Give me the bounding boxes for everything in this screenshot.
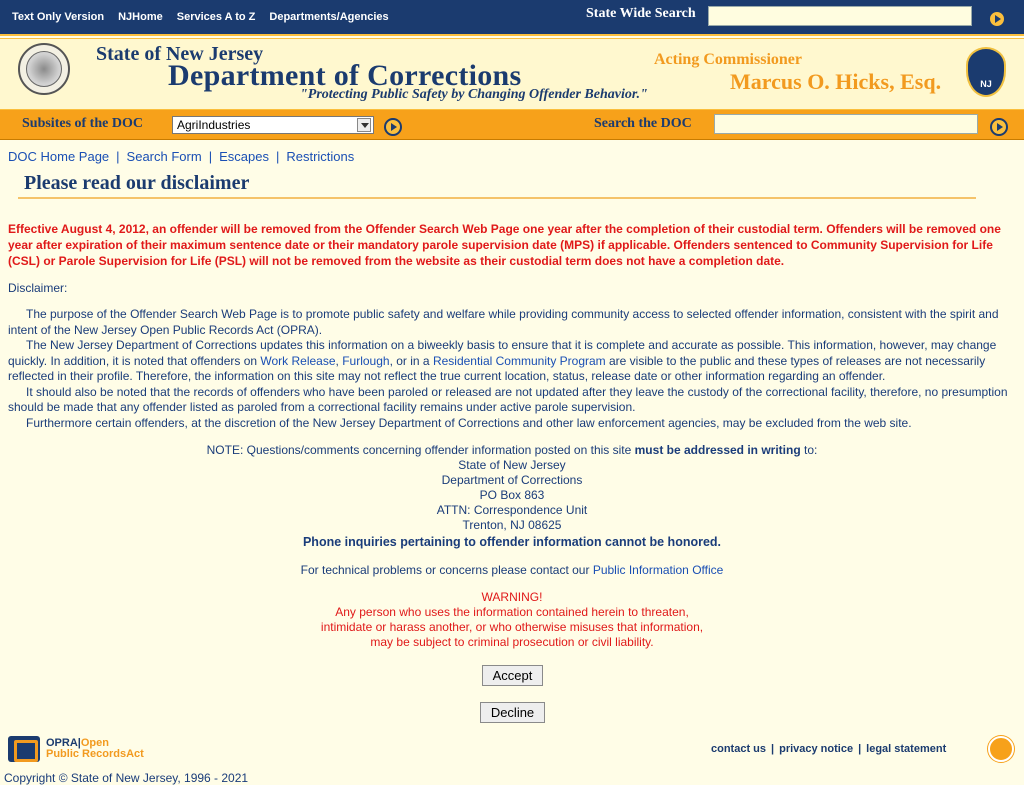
subsites-label: Subsites of the DOC xyxy=(22,116,143,131)
search-doc-go-icon[interactable] xyxy=(990,118,1008,136)
note-text xyxy=(0,443,1024,457)
subsites-select[interactable] xyxy=(172,116,374,134)
mailing-address xyxy=(0,458,1024,533)
doc-home-link[interactable]: DOC Home Page xyxy=(8,149,110,164)
address-line: PO Box 863 xyxy=(479,488,545,502)
opra-icon xyxy=(8,736,40,762)
banner-department: Department of Corrections xyxy=(168,59,522,92)
address-line: ATTN: Correspondence Unit xyxy=(436,503,588,517)
subsites-selected-value: AgriIndustries xyxy=(177,118,251,132)
address-line: Department of Corrections xyxy=(441,473,583,487)
accept-button[interactable]: Accept xyxy=(482,665,543,686)
statewide-search-input[interactable] xyxy=(708,6,972,26)
escapes-link[interactable]: Escapes xyxy=(219,149,269,164)
subsites-bar xyxy=(0,110,1024,140)
note-emphasis: must be addressed in writing xyxy=(634,443,801,457)
note-prefix: NOTE: Questions/comments concerning offender information posted on this site xyxy=(206,443,635,457)
text-only-link[interactable]: Text Only Version xyxy=(12,11,105,23)
footer-links xyxy=(711,743,946,755)
subsites-go-icon[interactable] xyxy=(384,118,402,136)
departments-agencies-link[interactable]: Departments/Agencies xyxy=(269,11,389,23)
statewide-search-go-icon[interactable] xyxy=(988,10,1006,28)
breadcrumb-separator: | xyxy=(275,149,280,164)
phone-notice: Phone inquiries pertaining to offender information cannot be honored. xyxy=(302,535,722,549)
commissioner-name: Marcus O. Hicks, Esq. xyxy=(730,69,942,94)
footer-separator: | xyxy=(858,743,862,755)
page-title: Please read our disclaimer xyxy=(24,172,250,194)
badge-text: NJ xyxy=(980,79,992,89)
furlough-link[interactable]: Furlough xyxy=(342,353,390,368)
breadcrumb-separator: | xyxy=(116,149,120,164)
breadcrumb xyxy=(8,149,354,164)
removal-policy-notice: Effective August 4, 2012, an offender will be removed from the Offender Search Web Page one year after the completion of their custodial term. Offenders will be removed one year after expiration of their maximum sentence date or their mandatory parole supervision date (MPS) if applicable. Offenders sentenced to Community Supervision for Life (CSL) or Parole Supervision for Life (PSL) will not be removed from the website as their custodial term does not have a completion date. xyxy=(8,222,1001,268)
breadcrumb-separator: | xyxy=(208,149,213,164)
opra-logo[interactable] xyxy=(8,736,144,762)
njhome-link[interactable]: NJHome xyxy=(118,11,163,23)
statewide-search-label: State Wide Search xyxy=(586,6,696,21)
disclaimer-para-purpose: The purpose of the Offender Search Web Page is to promote public safety and welfare while providing community access to selected offender information, consistent with the spirit and intent of the New Jersey Open Public Records Act (OPRA). xyxy=(8,307,999,337)
opra-label: OPRA xyxy=(46,737,78,749)
acting-commissioner-title: Acting Commissioner xyxy=(654,51,802,68)
disclaimer-para-parole: It should also be noted that the records of offenders who have been paroled or released are not updated after they leave the custody of the correctional facility, therefore, no presumption should be made that any offender listed as paroled from a correctional facility remains under active parole supervision. xyxy=(8,384,1008,414)
warning-heading: WARNING! xyxy=(481,590,543,604)
title-divider xyxy=(18,197,976,199)
top-nav-bar xyxy=(0,0,1024,36)
decline-button[interactable]: Decline xyxy=(480,702,545,723)
work-release-link[interactable]: Work Release xyxy=(260,353,336,368)
opra-separator: | xyxy=(77,737,81,749)
warning-line: Any person who uses the information contained herein to threaten, xyxy=(335,605,689,619)
nj-logo-icon[interactable] xyxy=(988,736,1014,762)
opra-text xyxy=(46,738,144,760)
restrictions-link[interactable]: Restrictions xyxy=(286,149,355,164)
search-form-link[interactable]: Search Form xyxy=(126,149,202,164)
chevron-down-icon[interactable] xyxy=(357,118,371,132)
tech-contact xyxy=(0,563,1024,577)
tech-text: For technical problems or concerns please contact our xyxy=(300,563,593,577)
disclaimer-para-updates xyxy=(8,338,1016,385)
opra-subtitle: Public RecordsAct xyxy=(46,748,144,760)
address-line: Trenton, NJ 08625 xyxy=(462,518,562,532)
header-banner xyxy=(0,38,1024,110)
para-text: The New Jersey Department of Corrections updates this information on a biweekly basis to ensure that it is complete and accurate as possible. This information, however, may change quickly. In addition, it is noted that offenders on xyxy=(8,338,997,368)
doc-badge-icon xyxy=(966,47,1006,97)
para-text: are visible to the public and these types of releases are not necessarily reflected in their profile. Therefore, the information on this site may not reflect the true current location, status, release date or other information regarding an offender. xyxy=(8,353,986,383)
address-line: State of New Jersey xyxy=(458,458,566,472)
note-suffix: to: xyxy=(800,443,818,457)
warning-line: intimidate or harass another, or who otherwise misuses that information, xyxy=(320,620,704,634)
privacy-notice-link[interactable]: privacy notice xyxy=(779,743,854,755)
para-text: , xyxy=(335,353,343,368)
banner-motto: "Protecting Public Safety by Changing Offender Behavior." xyxy=(300,87,648,102)
residential-community-program-link[interactable]: Residential Community Program xyxy=(432,353,606,368)
top-nav-links xyxy=(12,11,389,23)
warning-block xyxy=(0,590,1024,650)
search-doc-label: Search the DOC xyxy=(594,116,692,131)
disclaimer-label: Disclaimer: xyxy=(8,281,68,295)
search-doc-input[interactable] xyxy=(714,114,978,134)
banner-state: State of New Jersey xyxy=(96,43,264,65)
nj-state-seal-icon xyxy=(18,43,70,95)
disclaimer-para-excluded: Furthermore certain offenders, at the discretion of the New Jersey Department of Corrections and other law enforcement agencies, may be excluded from the web site. xyxy=(26,415,912,430)
copyright: Copyright © State of New Jersey, 1996 - 2021 xyxy=(4,771,249,785)
disclaimer-body xyxy=(8,307,1016,431)
para-text: , or in a xyxy=(389,353,433,368)
footer-separator: | xyxy=(771,743,775,755)
legal-statement-link[interactable]: legal statement xyxy=(866,743,947,755)
contact-us-link[interactable]: contact us xyxy=(711,743,767,755)
warning-line: may be subject to criminal prosecution or civil liability. xyxy=(370,635,654,649)
opra-open: Open xyxy=(80,737,109,749)
services-a-to-z-link[interactable]: Services A to Z xyxy=(176,11,256,23)
public-information-office-link[interactable]: Public Information Office xyxy=(592,563,724,577)
